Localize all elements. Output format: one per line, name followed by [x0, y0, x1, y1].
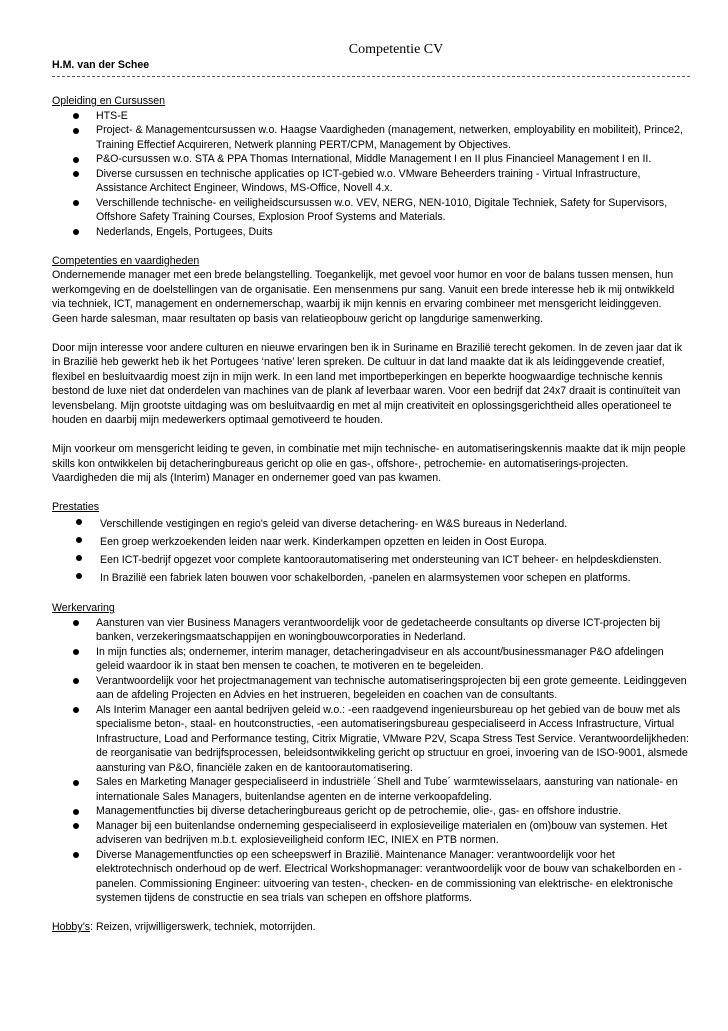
dashed-divider	[52, 76, 690, 77]
paragraph: Mijn voorkeur om mensgericht leiding te geven, in combinatie met mijn technische- en automatiseringskennis maakte dat ik mijn people skills kon ontwikkelen bij detacheringbureaus gericht op olie en gas-, offshore-, petrochemie- en automatiserings-projecten. Vaardigheden die mij als (Interim) Manager en ondernemer goed van pas kwamen.	[52, 443, 686, 484]
list-item: Diverse Managementfuncties op een scheepswerf in Brazilië. Maintenance Manager: verantwoordelijk voor het elektrotechnisch onderhoud op de werf. Electrical Workshopmanager: verantwoordelijk voor de bouw van schakelborden en -panelen. Commissioning Engineer: uitvoering van testen-, checken- en de commissioning van elektrische- en elektronische systemen tijdens de constructie en sea trials van schepen en offshore platforms.	[52, 848, 690, 906]
document-title: Competentie CV	[348, 42, 444, 57]
opleiding-list	[52, 109, 690, 240]
werkervaring-list	[52, 616, 690, 906]
paragraph: Geen harde salesman, maar resultaten op basis van relatieopbouw gericht op langdurige samenwerking.	[52, 312, 544, 325]
section-heading-opleiding: Opleiding en Cursussen	[52, 95, 166, 107]
hobbys-line	[52, 920, 690, 935]
list-item: Manager bij een buitenlandse onderneming gespecialiseerd in explosieveilige materialen en (om)bouw van systemen. Het adviseren van bedrijven m.b.t. explosieveiligheid conform IEC, INIEX en PTB normen.	[52, 819, 690, 848]
list-item: Verschillende technische- en veiligheidscursussen w.o. VEV, NERG, NEN-1010, Digitale Techniek, Safety for Supervisors, Offshore Safety Training Courses, Explosion Proof Systems and Materials.	[52, 196, 690, 225]
paragraph: Door mijn interesse voor andere culturen en nieuwe ervaringen ben ik in Suriname en Brazilië terecht gekomen. In de zeven jaar dat ik in Brazilië heb gewerkt heb ik het Portugees ‘native’ leren spreken. De cultuur in dat land maakte dat ik als leidinggevende creatief, flexibel en besluitvaardig moest zijn in mijn werk. In een land met importbeperkingen en beperkte hoogwaardige technische kennis bestond de luxe niet dat onderdelen van machines van de plank af leverbaar waren. Voor een bedrijf dat 24x7 draait is continuïteit van levensbelang. Mijn grootste uitdaging was om besluitvaardig en met al mijn creativiteit en oplossingsgerichtheid alles operationeel te houden en daarbij mijn medewerkers optimaal gemotiveerd te houden.	[52, 341, 683, 426]
list-item: P&O-cursussen w.o. STA & PPA Thomas International, Middle Management I en II plus Financieel Management I en II.	[52, 152, 690, 167]
section-werkervaring	[52, 601, 690, 906]
author-name: H.M. van der Schee	[52, 59, 150, 71]
list-item: In mijn functies als; ondernemer, interim manager, detacheringadviseur en als account/businessmanager P&O afdelingen geleid waardoor ik in staat ben mensen te coachen, te motiveren en te begeleiden.	[52, 645, 690, 674]
list-item: Een ICT-bedrijf opgezet voor complete kantoorautomatisering met ondersteuning van ICT beheer- en helpdeskdiensten.	[52, 551, 690, 569]
list-item: Nederlands, Engels, Portugees, Duits	[52, 225, 690, 240]
list-item: Aansturen van vier Business Managers verantwoordelijk voor de gedetacheerde consultants op diverse ICT-projecten bij banken, verzekeringsmaatschappijen en woningbouwcorporaties in Nederland.	[52, 616, 690, 645]
list-item: Een groep werkzoekenden leiden naar werk. Kinderkampen opzetten en leiden in Oost Europa.	[52, 533, 690, 551]
section-competenties	[52, 254, 690, 486]
list-item: Verschillende vestigingen en regio's geleid van diverse detachering- en W&S bureaus in Nederland.	[52, 515, 690, 533]
section-heading-werkervaring: Werkervaring	[52, 602, 115, 614]
prestaties-list	[52, 515, 690, 587]
list-item: Diverse cursussen en technische applicaties op ICT-gebied w.o. VMware Beheerders training - Virtual Infrastructure, Assistance Architect Engineer, Windows, MS-Office, Novell 4.x.	[52, 167, 690, 196]
list-item: Als Interim Manager een aantal bedrijven geleid w.o.: -een raadgevend ingenieursbureau op het gebied van de bouw met als specialisme beton-, staal- en houtconstructies, -een automatiseringsbureau gespecialiseerd in Access Infrastructure, Virtual Infrastructure, Load and Performance testing, Citrix Migratie, VMware P2V, Scapa Stress Test Service. Verantwoordelijkheden: de reorganisatie van bedrijfsprocessen, beleidsontwikkeling gericht op structuur en groei, invoering van de ISO-9001, alsmede aansturing van P&O, financiële zaken en de kantoorautomatisering.	[52, 703, 690, 776]
list-item: HTS-E	[52, 109, 690, 124]
section-prestaties	[52, 500, 690, 587]
list-item: Managementfuncties bij diverse detacheringbureaus gericht op de petrochemie, olie-, gas- en offshore industrie.	[52, 804, 690, 819]
list-item: Verantwoordelijk voor het projectmanagement van technische automatiseringsprojecten bij een grote gemeente. Leidinggeven aan de afdeling Projecten en Advies en het instrueren, begeleiden en coachen van de consultants.	[52, 674, 690, 703]
document	[52, 42, 690, 935]
hobbys-text: : Reizen, vrijwilligerswerk, techniek, motorrijden.	[90, 921, 316, 933]
hobbys-label: Hobby’s	[52, 921, 91, 933]
section-heading-competenties: Competenties en vaardigheden	[52, 254, 200, 267]
section-opleiding	[52, 94, 690, 239]
list-item: Project- & Managementcursussen w.o. Haagse Vaardigheden (management, netwerken, employability en mobiliteit), Prince2, Training Effectief Acquireren, Netwerk planning PERT/CPM, Management by Objectives.	[52, 123, 690, 152]
section-heading-prestaties: Prestaties	[52, 501, 100, 513]
list-item: Sales en Marketing Manager gespecialiseerd in industriële ´Shell and Tube´ warmtewisselaars, aansturing van nationale- en internationale Sales Managers, buitenlandse agenten en de interne verkoopafdeling.	[52, 775, 690, 804]
paragraph: Ondernemende manager met een brede belangstelling. Toegankelijk, met gevoel voor humor en voor de balans tussen mensen, hun werkomgeving en de doelstellingen van de organisatie. Een mensenmens pur sang. Vanuit een brede interesse heb ik mij ontwikkeld via techniek, ICT, management en ondernemerschap, waarbij ik mijn kennis en ervaring combineer met mensgericht leidinggeven.	[52, 269, 675, 310]
list-item: In Brazilië een fabriek laten bouwen voor schakelborden, -panelen en alarmsystemen voor schepen en platforms.	[52, 569, 690, 587]
